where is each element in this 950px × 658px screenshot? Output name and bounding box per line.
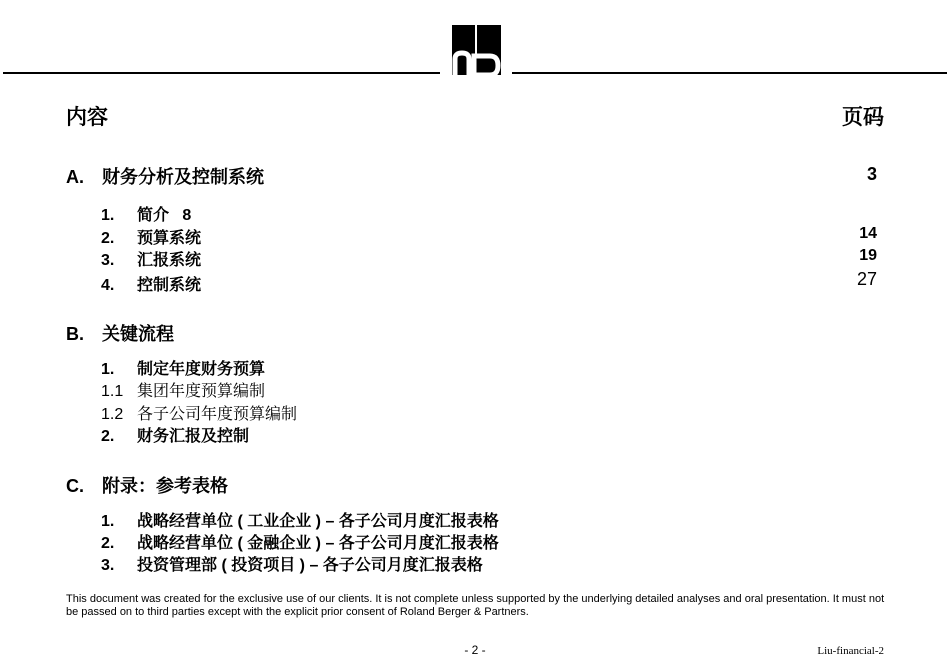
item-label: 战略经营单位 ( 金融企业 ) – 各子公司月度汇报表格 (137, 535, 499, 552)
list-item (101, 356, 265, 379)
item-page: 19 (859, 247, 877, 264)
item-number: 3. (101, 557, 115, 574)
header-rule-right (512, 72, 947, 74)
page-number: - 2 - (464, 643, 486, 657)
list-item (101, 508, 499, 531)
item-number: 1.1 (101, 383, 124, 400)
list-item (101, 423, 249, 446)
list-item (101, 401, 297, 424)
list-item (101, 552, 483, 575)
item-number: 4. (101, 277, 115, 294)
list-item (101, 530, 499, 553)
item-number: 2. (101, 428, 115, 445)
item-label: 汇报系统 (137, 252, 202, 269)
list-item (101, 247, 201, 270)
section-a-title (66, 163, 264, 189)
section-letter: A. (66, 167, 84, 187)
item-number: 1. (101, 513, 115, 530)
section-a-page: 3 (866, 164, 877, 184)
rb-logo (452, 25, 501, 75)
list-item (101, 272, 201, 295)
item-label: 控制系统 (137, 277, 202, 294)
section-c-title (66, 472, 228, 498)
item-page: 14 (859, 225, 877, 242)
item-number: 1.2 (101, 406, 124, 423)
list-item (101, 225, 201, 248)
item-label: 各子公司年度预算编制 (137, 406, 298, 423)
disclaimer-text: This document was created for the exclusive use of our clients. It is not complete unless supported by the underlying detailed analyses and oral presentation. It must not be passed on to third parties except with the explicit prior consent of Roland Berger & Partners. (66, 593, 885, 618)
item-number: 2. (101, 535, 115, 552)
section-letter: B. (66, 324, 84, 344)
item-number: 3. (101, 252, 115, 269)
item-label: 预算系统 (137, 230, 202, 247)
item-label: 财务汇报及控制 (137, 428, 250, 445)
contents-heading: 内容 (66, 106, 108, 129)
section-label: 附录：参考表格 (102, 476, 228, 496)
section-label: 财务分析及控制系统 (102, 167, 264, 187)
section-label: 关键流程 (102, 324, 174, 344)
page-column-heading: 页码 (842, 106, 884, 129)
item-number: 1. (101, 361, 115, 378)
rb-logo-mark (452, 25, 501, 75)
section-letter: C. (66, 476, 84, 496)
item-label: 制定年度财务预算 (137, 361, 266, 378)
item-number: 2. (101, 230, 115, 247)
item-number: 1. (101, 207, 115, 224)
list-item (101, 202, 191, 225)
section-b-title (66, 320, 174, 346)
item-label: 投资管理部 ( 投资项目 ) – 各子公司月度汇报表格 (137, 557, 483, 574)
header-rule-left (3, 72, 440, 74)
document-id: Liu-financial-2 (817, 645, 884, 657)
item-label: 战略经营单位 ( 工业企业 ) – 各子公司月度汇报表格 (137, 513, 499, 530)
list-item (101, 378, 265, 401)
item-page: 27 (856, 269, 877, 289)
item-label: 集团年度预算编制 (137, 383, 266, 400)
item-label: 简介 (137, 207, 170, 224)
item-inline-page: 8 (182, 207, 192, 224)
